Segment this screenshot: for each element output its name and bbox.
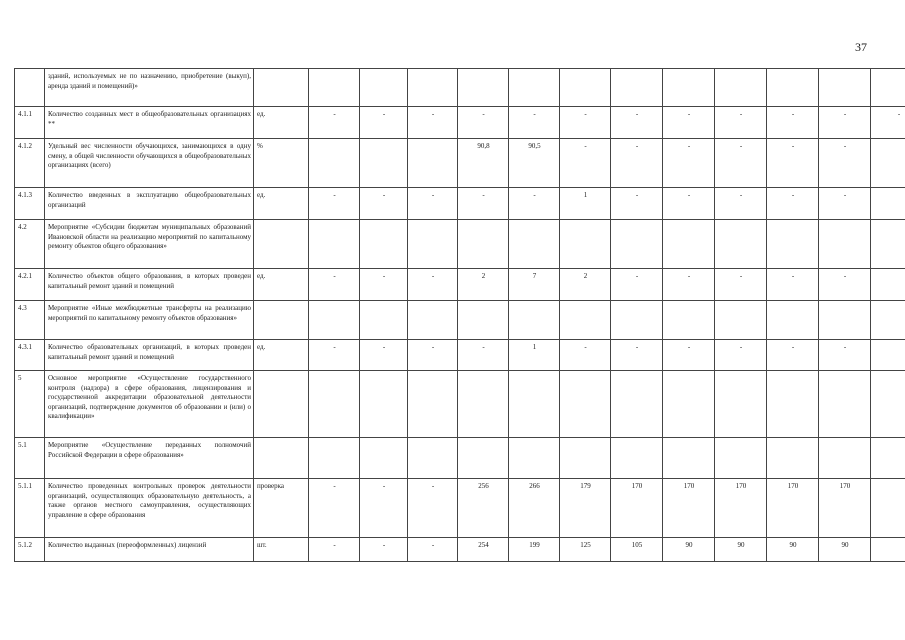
value-cell xyxy=(560,301,611,340)
table-row xyxy=(15,371,905,438)
row-number: 4.2 xyxy=(15,220,45,269)
value-cell: - xyxy=(819,139,871,188)
indicator-name: Количество созданных мест в общеобразовательных организациях ** xyxy=(45,107,254,139)
value-cell: - xyxy=(309,107,360,139)
value-cell: - xyxy=(715,107,767,139)
value-cell xyxy=(360,69,408,107)
value-cell: - xyxy=(715,269,767,301)
value-cell xyxy=(560,371,611,438)
value-cell xyxy=(360,371,408,438)
value-cell xyxy=(871,371,905,438)
value-cell: - xyxy=(309,340,360,371)
value-cell: - xyxy=(611,269,663,301)
value-cell: - xyxy=(408,340,458,371)
value-cell: 170 xyxy=(715,479,767,538)
value-cell: - xyxy=(509,188,560,220)
value-cell xyxy=(715,371,767,438)
value-cell xyxy=(458,69,509,107)
value-cell xyxy=(458,371,509,438)
value-cell xyxy=(408,371,458,438)
value-cell: 199 xyxy=(509,538,560,562)
value-cell xyxy=(458,301,509,340)
value-cell xyxy=(360,438,408,479)
value-cell: - xyxy=(360,538,408,562)
indicator-name: Удельный вес численности обучающихся, занимающихся в одну смену, в общей численности обучающихся в общеобразовательных организациях (всего) xyxy=(45,139,254,188)
unit xyxy=(254,301,309,340)
table-row xyxy=(15,301,905,340)
value-cell: - xyxy=(560,139,611,188)
value-cell: - xyxy=(611,340,663,371)
indicator-name: Количество объектов общего образования, в которых проведен капитальный ремонт зданий и помещений xyxy=(45,269,254,301)
value-cell xyxy=(871,538,905,562)
unit: проверка xyxy=(254,479,309,538)
value-cell xyxy=(309,69,360,107)
value-cell: 90,8 xyxy=(458,139,509,188)
indicator-name: зданий, используемых не по назначению, приобретение (выкуп), аренда зданий и помещений)» xyxy=(45,69,254,107)
value-cell xyxy=(767,69,819,107)
indicator-name: Мероприятие «Иные межбюджетные трансферты на реализацию мероприятий по капитальному ремонту объектов образования» xyxy=(45,301,254,340)
value-cell xyxy=(408,438,458,479)
unit: шт. xyxy=(254,538,309,562)
value-cell xyxy=(360,139,408,188)
table-row xyxy=(15,139,905,188)
value-cell xyxy=(509,220,560,269)
value-cell: - xyxy=(767,188,819,220)
indicator-name: Количество образовательных организаций, в которых проведен капитальный ремонт зданий и помещений xyxy=(45,340,254,371)
value-cell: - xyxy=(767,107,819,139)
value-cell xyxy=(715,220,767,269)
value-cell xyxy=(408,301,458,340)
value-cell xyxy=(663,371,715,438)
value-cell: - xyxy=(408,107,458,139)
value-cell xyxy=(509,371,560,438)
row-number: 5.1 xyxy=(15,438,45,479)
value-cell xyxy=(611,69,663,107)
value-cell: - xyxy=(560,107,611,139)
value-cell: 170 xyxy=(611,479,663,538)
value-cell: 254 xyxy=(458,538,509,562)
table-row xyxy=(15,340,905,371)
value-cell: - xyxy=(509,107,560,139)
value-cell: 1 xyxy=(560,188,611,220)
table-row xyxy=(15,220,905,269)
value-cell xyxy=(458,438,509,479)
value-cell: - xyxy=(408,269,458,301)
value-cell: - xyxy=(663,340,715,371)
value-cell xyxy=(715,69,767,107)
value-cell xyxy=(611,220,663,269)
value-cell xyxy=(408,69,458,107)
value-cell xyxy=(871,301,905,340)
value-cell: - xyxy=(819,340,871,371)
table-row xyxy=(15,269,905,301)
value-cell xyxy=(819,69,871,107)
value-cell: - xyxy=(360,188,408,220)
value-cell xyxy=(408,220,458,269)
value-cell xyxy=(819,301,871,340)
value-cell: - xyxy=(360,340,408,371)
row-number: 4.2.1 xyxy=(15,269,45,301)
value-cell xyxy=(715,301,767,340)
value-cell xyxy=(611,438,663,479)
value-cell: 2 xyxy=(560,269,611,301)
table-row xyxy=(15,69,905,107)
value-cell xyxy=(871,139,905,188)
value-cell: 105 xyxy=(611,538,663,562)
value-cell: - xyxy=(560,340,611,371)
indicator-name: Мероприятие «Осуществление переданных полномочий Российской Федерации в сфере образования» xyxy=(45,438,254,479)
value-cell: 256 xyxy=(458,479,509,538)
value-cell: - xyxy=(715,188,767,220)
value-cell: - xyxy=(458,107,509,139)
value-cell xyxy=(309,139,360,188)
value-cell xyxy=(611,371,663,438)
value-cell: - xyxy=(767,340,819,371)
value-cell xyxy=(309,438,360,479)
value-cell: - xyxy=(360,479,408,538)
row-number: 5.1.2 xyxy=(15,538,45,562)
value-cell xyxy=(819,220,871,269)
unit xyxy=(254,371,309,438)
value-cell: - xyxy=(309,538,360,562)
value-cell xyxy=(663,301,715,340)
indicator-name: Количество проведенных контрольных проверок деятельности организаций, осуществляющих образовательную деятельность, а также органов местного самоуправления, осуществляющих управление в сфере образования xyxy=(45,479,254,538)
value-cell xyxy=(871,220,905,269)
value-cell xyxy=(408,139,458,188)
unit: ед. xyxy=(254,340,309,371)
value-cell: - xyxy=(408,538,458,562)
value-cell: - xyxy=(767,139,819,188)
value-cell: 1 xyxy=(509,340,560,371)
value-cell xyxy=(871,188,905,220)
value-cell: - xyxy=(715,139,767,188)
value-cell: 179 xyxy=(560,479,611,538)
value-cell: 125 xyxy=(560,538,611,562)
value-cell xyxy=(663,438,715,479)
value-cell: 170 xyxy=(663,479,715,538)
value-cell xyxy=(871,438,905,479)
unit xyxy=(254,220,309,269)
indicator-name: Основное мероприятие «Осуществление государственного контроля (надзора) в сфере образования, лицензирования и государственной аккредитации образовательной деятельности организаций, подтверждение документов об образовании и (или) о квалификации» xyxy=(45,371,254,438)
value-cell: - xyxy=(458,340,509,371)
value-cell: - xyxy=(715,340,767,371)
value-cell xyxy=(715,438,767,479)
value-cell xyxy=(360,220,408,269)
value-cell: - xyxy=(819,107,871,139)
unit: ед. xyxy=(254,269,309,301)
value-cell: - xyxy=(309,188,360,220)
value-cell xyxy=(611,301,663,340)
row-number: 4.3 xyxy=(15,301,45,340)
unit: ед. xyxy=(254,107,309,139)
unit xyxy=(254,69,309,107)
value-cell xyxy=(871,69,905,107)
value-cell: 266 xyxy=(509,479,560,538)
value-cell: 90 xyxy=(715,538,767,562)
value-cell xyxy=(560,69,611,107)
indicators-table xyxy=(14,68,905,562)
unit xyxy=(254,438,309,479)
value-cell: 90 xyxy=(767,538,819,562)
value-cell xyxy=(663,69,715,107)
value-cell xyxy=(871,340,905,371)
value-cell: - xyxy=(663,188,715,220)
value-cell: - xyxy=(309,269,360,301)
value-cell xyxy=(819,438,871,479)
value-cell: - xyxy=(663,269,715,301)
value-cell: - xyxy=(611,188,663,220)
value-cell xyxy=(309,220,360,269)
value-cell xyxy=(560,438,611,479)
value-cell: - xyxy=(408,188,458,220)
value-cell: 170 xyxy=(767,479,819,538)
indicator-name: Количество введенных в эксплуатацию общеобразовательных организаций xyxy=(45,188,254,220)
value-cell: 170 xyxy=(819,479,871,538)
indicator-name: Количество выданных (переоформленных) лицензий xyxy=(45,538,254,562)
indicator-name: Мероприятие «Субсидии бюджетам муниципальных образований Ивановской области на реализацию мероприятий по капитальному ремонту объектов общего образования» xyxy=(45,220,254,269)
value-cell xyxy=(360,301,408,340)
value-cell xyxy=(767,438,819,479)
page-number: 37 xyxy=(855,40,867,54)
value-cell xyxy=(509,301,560,340)
value-cell: - xyxy=(360,107,408,139)
value-cell xyxy=(871,269,905,301)
value-cell xyxy=(309,371,360,438)
value-cell xyxy=(458,220,509,269)
value-cell xyxy=(767,220,819,269)
row-number: 4.1.1 xyxy=(15,107,45,139)
value-cell: 7 xyxy=(509,269,560,301)
value-cell: - xyxy=(819,269,871,301)
value-cell: - xyxy=(611,107,663,139)
value-cell xyxy=(509,438,560,479)
value-cell: - xyxy=(408,479,458,538)
value-cell: - xyxy=(611,139,663,188)
unit: % xyxy=(254,139,309,188)
row-number: 5.1.1 xyxy=(15,479,45,538)
value-cell: - xyxy=(819,188,871,220)
value-cell xyxy=(509,69,560,107)
row-number: 4.1.2 xyxy=(15,139,45,188)
value-cell: 90 xyxy=(663,538,715,562)
value-cell xyxy=(560,220,611,269)
row-number: 4.1.3 xyxy=(15,188,45,220)
row-number: 4.3.1 xyxy=(15,340,45,371)
value-cell: - xyxy=(309,479,360,538)
value-cell: - xyxy=(360,269,408,301)
value-cell: 90 xyxy=(819,538,871,562)
value-cell xyxy=(871,479,905,538)
value-cell xyxy=(767,371,819,438)
table-row xyxy=(15,538,905,562)
table-row xyxy=(15,438,905,479)
value-cell: 90,5 xyxy=(509,139,560,188)
row-number xyxy=(15,69,45,107)
value-cell: - xyxy=(663,139,715,188)
unit: ед. xyxy=(254,188,309,220)
value-cell: - xyxy=(871,107,905,139)
value-cell: - xyxy=(663,107,715,139)
value-cell: - xyxy=(767,269,819,301)
table-row xyxy=(15,479,905,538)
value-cell: 2 xyxy=(458,269,509,301)
value-cell xyxy=(767,301,819,340)
value-cell: - xyxy=(458,188,509,220)
value-cell xyxy=(663,220,715,269)
value-cell xyxy=(819,371,871,438)
value-cell xyxy=(309,301,360,340)
table-row xyxy=(15,188,905,220)
row-number: 5 xyxy=(15,371,45,438)
table-row xyxy=(15,107,905,139)
